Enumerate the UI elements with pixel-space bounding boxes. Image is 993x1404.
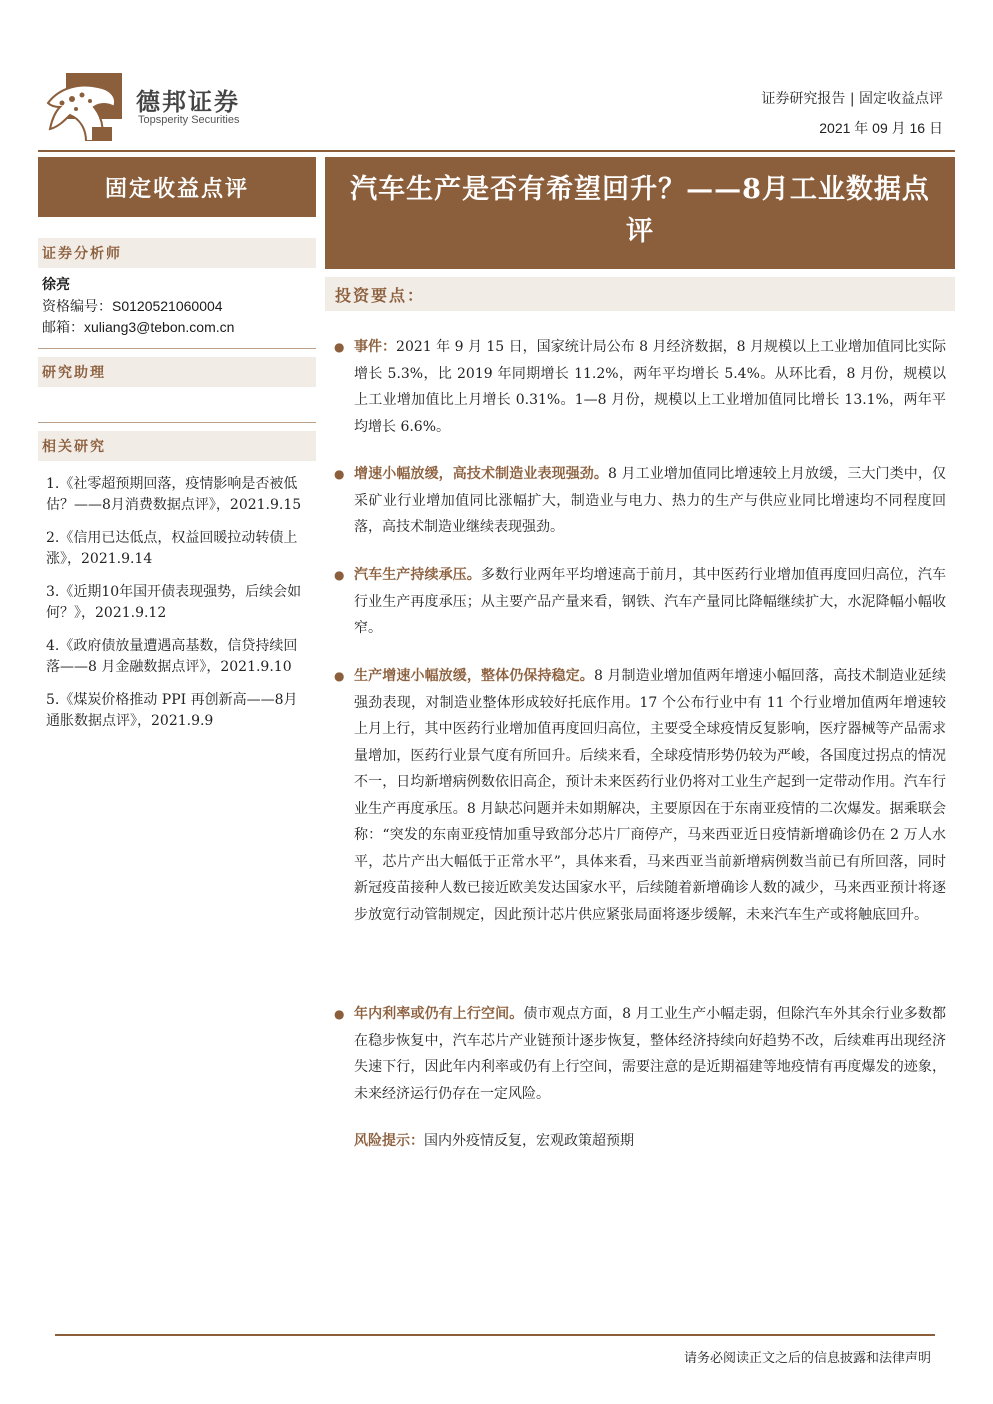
brand-name-en: Topsperity Securities (138, 114, 240, 126)
point-text: 8 月工业增加值同比增速较上月放缓，三大门类中，仅采矿业行业增加值同比涨幅扩大，制造业与电力、热力的生产与供应业同比增速均不同程度回落，高技术制造业继续表现强劲。 (354, 466, 947, 535)
related-research-item[interactable]: 1.《社零超预期回落，疫情影响是否被低估？——8月消费数据点评》，2021.9.15 (46, 476, 302, 513)
point-event (334, 334, 946, 440)
cert-value: S0120521060004 (112, 298, 223, 314)
assistant-heading: 研究助理 (38, 357, 316, 387)
email-value[interactable]: xuliang3@tebon.com.cn (84, 319, 235, 335)
point-text: 8 月制造业增加值两年增速小幅回落，高技术制造业延续强劲表现，对制造业整体形成较好托底作用。17 个公布行业中有 11 个行业增加值两年增速较上月上行，其中医药行业增加值再度回归高位，主要受全球疫情反复影响，医疗器械等产品需求量增加，医药行业景气度有所回升。后续来看，全球疫情形势仍较为严峻，各国度过拐点的情况不一，日均新增病例数依旧高企，预计未来医药行业仍将对工业生产起到一定带动作用。汽车行业生产再度承压。8 月缺芯问题并未如期解决，主要原因在于东南亚疫情的二次爆发。据乘联会称：“突发的东南亚疫情加重导致部分芯片厂商停产，马来西亚近日疫情新增确诊仍在 2 万人水平，芯片产出大幅低于正常水平”，具体来看，马来西亚当前新增病例数当前已有所回落，同时新冠疫苗接种人数已接近欧美发达国家水平，后续随着新增确诊人数的减少，马来西亚预计将逐步放宽行动管制规定，因此预计芯片供应紧张局面将逐步缓解，未来汽车生产或将触底回升。 (354, 668, 947, 923)
related-research-item[interactable]: 2.《信用已达低点，权益回暖拉动转债上涨》，2021.9.14 (46, 530, 298, 567)
investment-points-heading: 投资要点： (325, 277, 955, 311)
related-research-item[interactable]: 5.《煤炭价格推动 PPI 再创新高——8月通胀数据点评》，2021.9.9 (46, 692, 298, 729)
divider (38, 422, 316, 423)
divider (38, 348, 316, 349)
bullet-icon: ● (334, 467, 345, 481)
point-text: 2021 年 9 月 15 日，国家统计局公布 8 月经济数据，8 月规模以上工业增加值同比实际增长 5.3%，比 2019 年同期增长 11.2%，两年平均增长 5.4%。从环比看，8 月份，规模以上工业增加值比上月增长 0.31%。1—8 月份，规模以上工业增加值同比增长 13.1%，两年平均增长 6.6%。 (354, 339, 947, 435)
risk-warning (354, 1130, 634, 1150)
bullet-icon: ● (334, 340, 345, 354)
bullet-icon: ● (334, 568, 345, 582)
cert-label: 资格编号： (42, 299, 112, 315)
point-text: 债市观点方面，8 月工业生产小幅走弱，但除汽车外其余行业多数都在稳步恢复中，汽车芯片产业链预计逐步恢复，整体经济持续向好趋势不改，后续难再出现经济失速下行，因此年内利率或仍有上行空间，需要注意的是近期福建等地疫情有再度爆发的迹象，未来经济运行仍存在一定风险。 (354, 1006, 946, 1102)
point-lead: 生产增速小幅放缓，整体仍保持稳定。 (354, 668, 594, 684)
company-logo (46, 73, 122, 141)
analyst-email (42, 317, 234, 337)
risk-lead: 风险提示： (354, 1133, 424, 1149)
analyst-cert (42, 296, 223, 316)
report-date: 2021 年 09 月 16 日 (819, 120, 943, 136)
footer-disclaimer: 请务必阅读正文之后的信息披露和法律声明 (683, 1351, 931, 1366)
point-slowdown (334, 461, 946, 541)
report-title: 汽车生产是否有希望回升？——8月工业数据点评 (325, 157, 955, 269)
report-type: 证券研究报告 | 固定收益点评 (761, 91, 943, 107)
related-research-item[interactable]: 4.《政府债放量遭遇高基数，信贷持续回落——8 月金融数据点评》，2021.9.10 (46, 638, 298, 675)
point-lead: 增速小幅放缓，高技术制造业表现强劲。 (354, 466, 609, 482)
analyst-heading: 证券分析师 (38, 238, 316, 268)
header-divider (38, 150, 955, 152)
related-research-heading: 相关研究 (38, 431, 316, 461)
point-text: 多数行业两年平均增速高于前月，其中医药行业增加值再度回归高位，汽车行业生产再度承压；从主要产品产量来看，钢铁、汽车产量同比降幅继续扩大，水泥降幅小幅收窄。 (354, 567, 947, 636)
point-lead: 汽车生产持续承压。 (354, 567, 481, 583)
brand-name: 德邦证券 (136, 88, 240, 116)
footer-divider (55, 1334, 935, 1336)
risk-text: 国内外疫情反复，宏观政策超预期 (424, 1133, 634, 1149)
bullet-icon: ● (334, 669, 345, 683)
point-lead: 年内利率或仍有上行空间。 (354, 1006, 524, 1022)
related-research-item[interactable]: 3.《近期10年国开债表现强势，后续会如何？》，2021.9.12 (46, 584, 302, 621)
category-banner: 固定收益点评 (38, 157, 316, 217)
bullet-icon: ● (334, 1007, 345, 1021)
point-auto-pressure (334, 562, 946, 642)
email-label: 邮箱： (42, 320, 84, 336)
point-rates (334, 1001, 946, 1107)
point-lead: 事件： (354, 339, 397, 355)
analyst-name: 徐亮 (42, 277, 70, 293)
related-research-list (46, 474, 308, 744)
point-stable (334, 663, 946, 928)
